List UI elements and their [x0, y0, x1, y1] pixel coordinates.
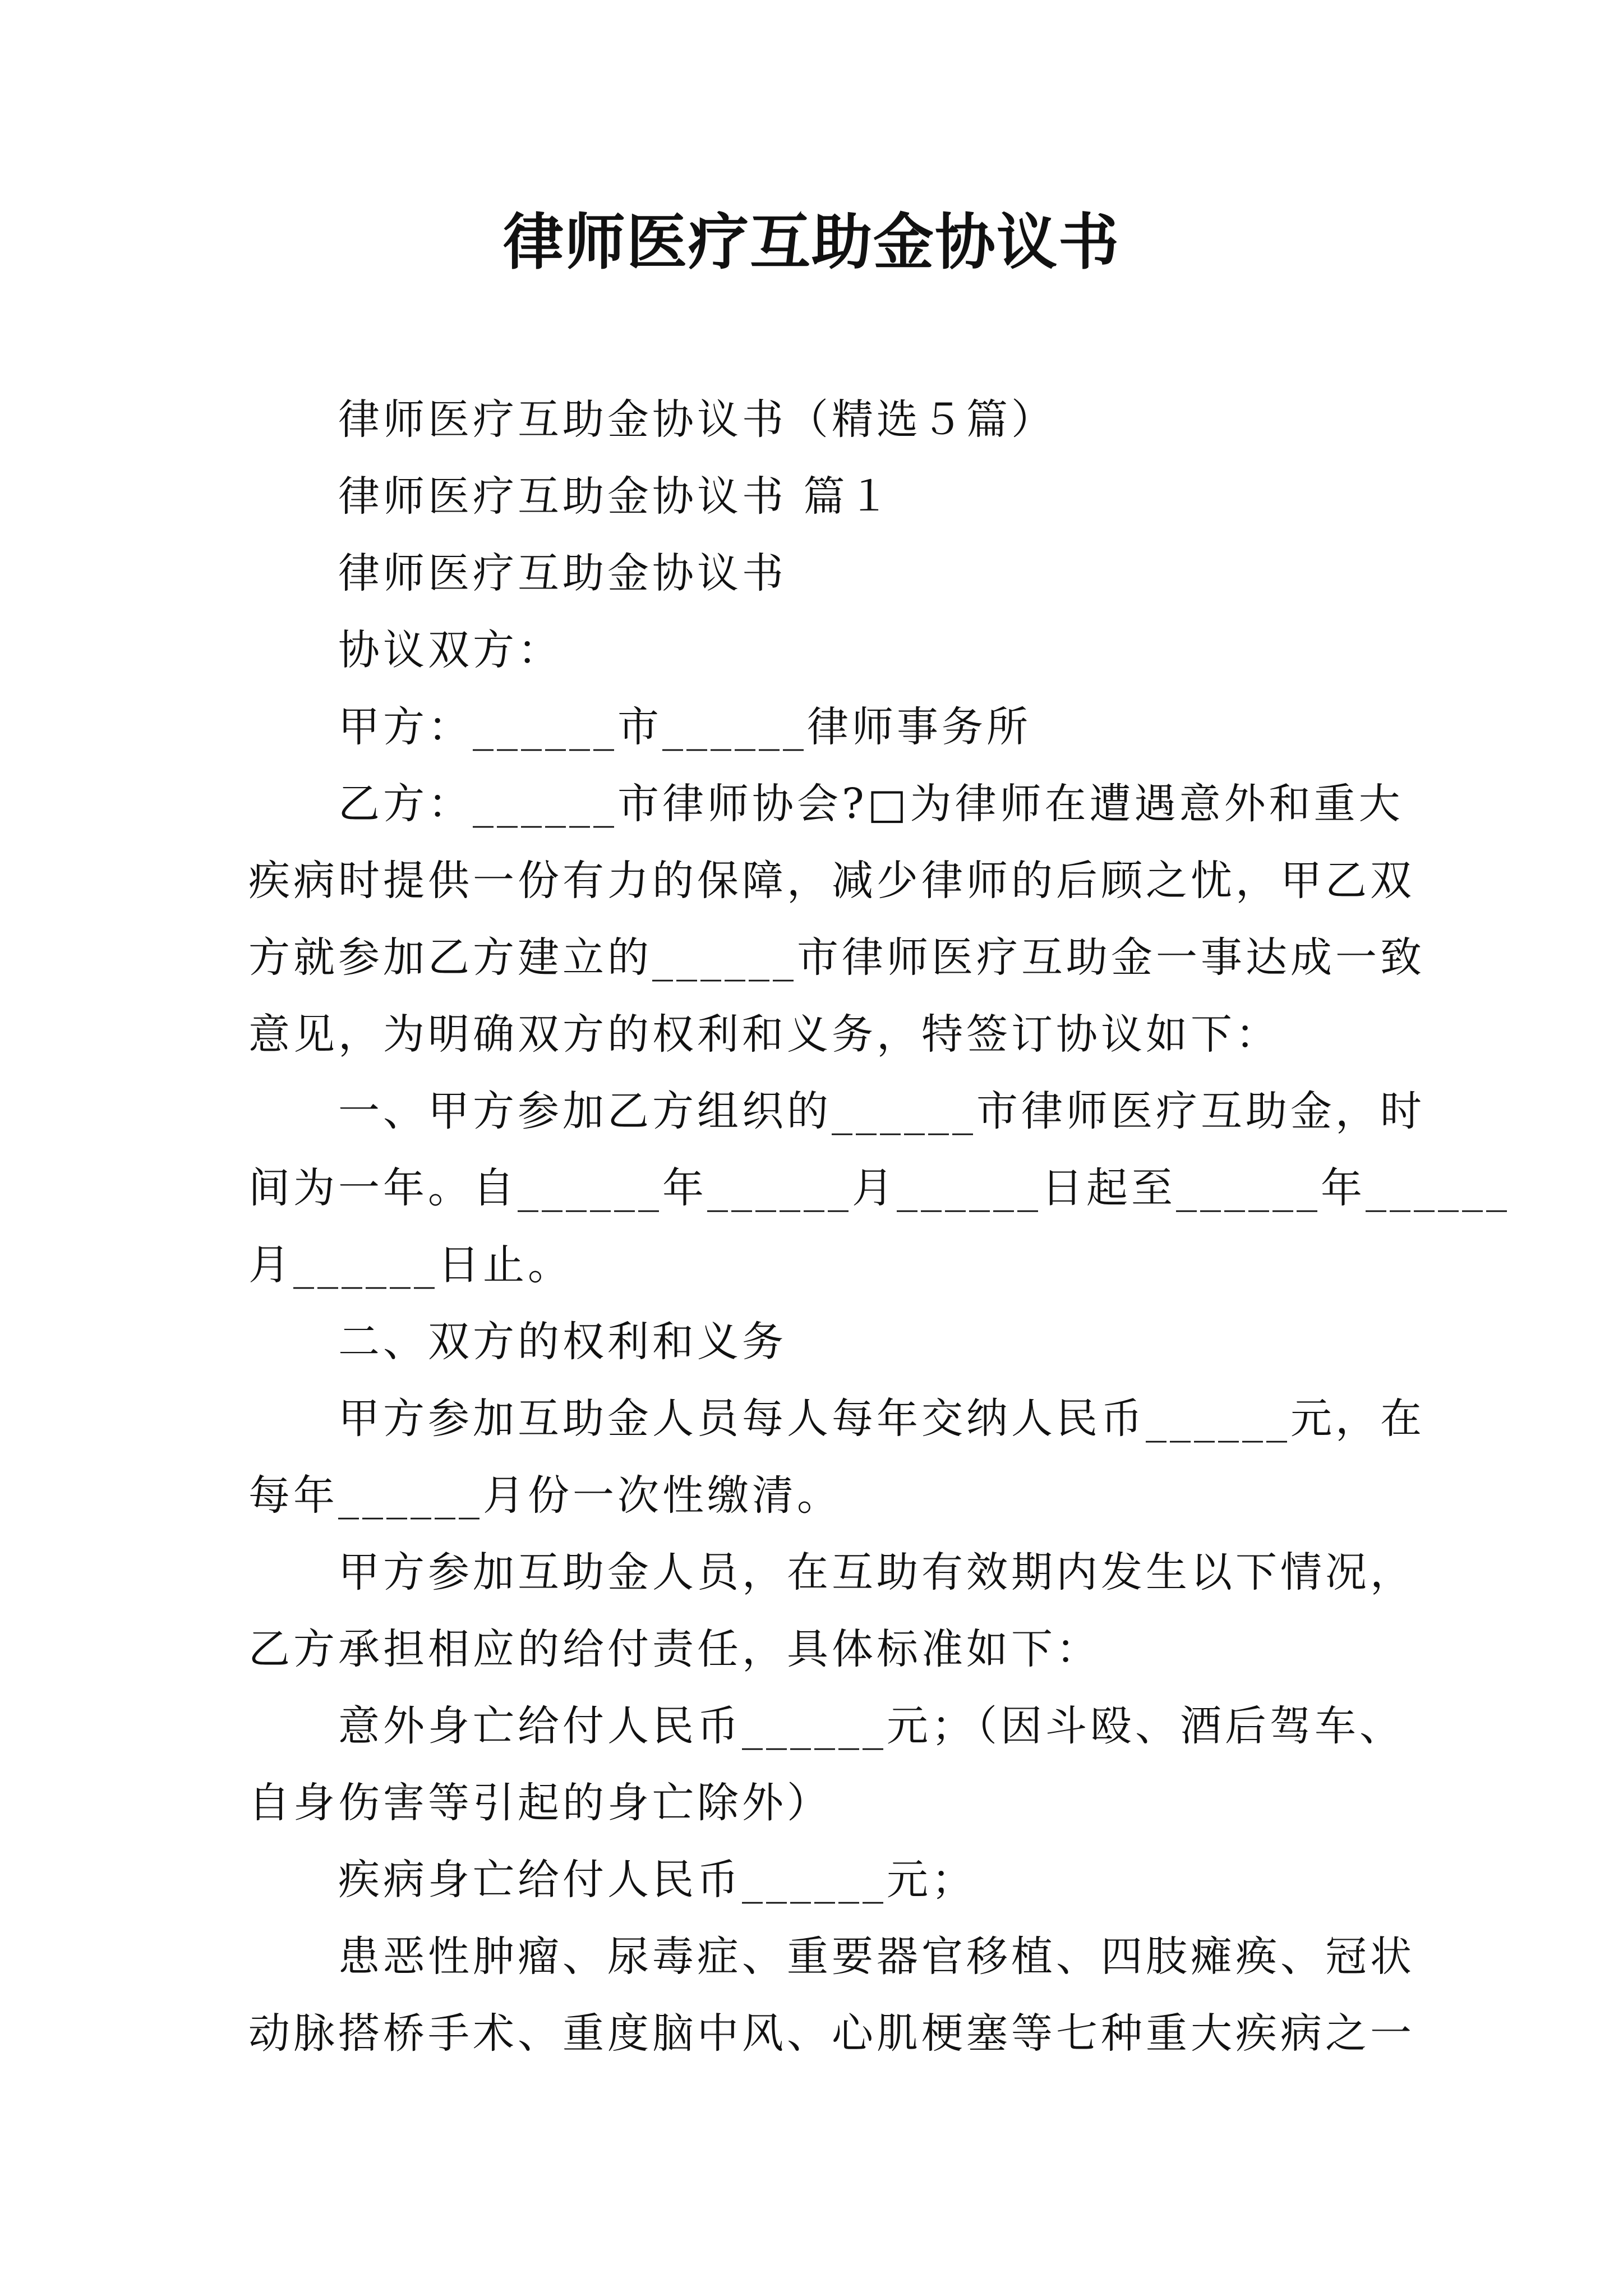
- body-line: 疾病身亡给付人民币______元；: [338, 1856, 976, 1904]
- body-line: 甲方参加互助金人员每人每年交纳人民币______元，在: [338, 1395, 1425, 1443]
- body-line: 每年______月份一次性缴清。: [248, 1471, 842, 1520]
- body-line: 方就参加乙方建立的______市律师医疗互助金一事达成一致: [248, 933, 1425, 982]
- body-line: 月______日止。: [248, 1241, 573, 1289]
- body-line: 间为一年。自______年______月______日起至______年______: [248, 1164, 1510, 1212]
- document-body: [248, 381, 1510, 2072]
- body-line: 意见，为明确双方的权利和义务，特签订协议如下：: [248, 1010, 1280, 1059]
- body-line: 甲方：______市______律师事务所: [338, 703, 1031, 751]
- body-line: 律师医疗互助金协议书: [338, 549, 787, 597]
- body-line: 乙方：______市律师协会?□为律师在遭遇意外和重大: [338, 780, 1404, 828]
- body-line: 动脉搭桥手术、重度脑中风、心肌梗塞等七种重大疾病之一: [248, 2009, 1415, 2058]
- body-line: 二、双方的权利和义务: [338, 1318, 787, 1366]
- body-line: 患恶性肿瘤、尿毒症、重要器官移植、四肢瘫痪、冠状: [338, 1932, 1415, 1981]
- body-line: 一、甲方参加乙方组织的______市律师医疗互助金，时: [338, 1087, 1425, 1135]
- body-line: 协议双方：: [338, 626, 562, 674]
- body-line: 乙方承担相应的给付责任，具体标准如下：: [248, 1625, 1101, 1673]
- body-line: 意外身亡给付人民币______元；（因斗殴、酒后驾车、: [338, 1702, 1404, 1750]
- body-line: 律师医疗互助金协议书（精选５篇）: [338, 395, 1056, 444]
- document-title: 律师医疗互助金协议书: [502, 207, 1120, 278]
- body-line: 自身伤害等引起的身亡除外）: [248, 1779, 832, 1827]
- body-line: 律师医疗互助金协议书 篇１: [338, 472, 893, 521]
- body-line: 甲方参加互助金人员，在互助有效期内发生以下情况，: [338, 1548, 1415, 1596]
- body-line: 疾病时提供一份有力的保障，减少律师的后顾之忧，甲乙双: [248, 857, 1415, 905]
